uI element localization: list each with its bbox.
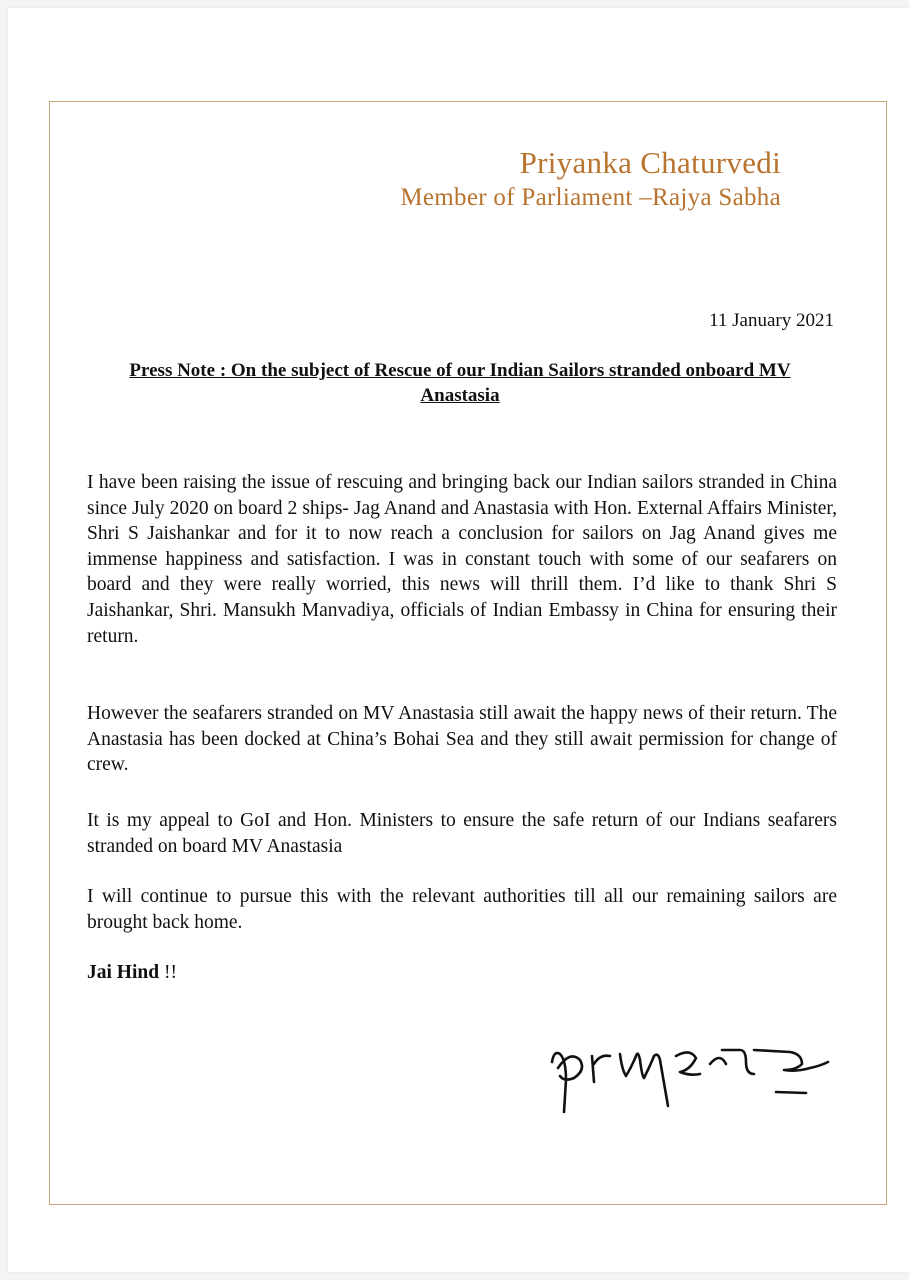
body-paragraph-1: I have been raising the issue of rescuing and bringing back our Indian sailors stranded in China since July 2020 on board 2 ships- Jag Anand and Anastasia with Hon. External Affairs Minister, Shri S Jaishankar and for it to now reach a conclusion for sailors on Jag Anand gives me immense happiness and satisfaction. I was in constant touch with some of our seafarers on board and they were really worried, this news will thrill them. I’d like to thank Shri S Jaishankar, Shri. Mansukh Manvadiya, officials of Indian Embassy in China for ensuring their return. (87, 472, 837, 647)
closing-suffix: !! (159, 962, 177, 983)
body-paragraph-2: However the seafarers stranded on MV Anastasia still await the happy news of their return. The Anastasia has been docked at China’s Bohai Sea and they still await permission for change of crew. (87, 703, 837, 776)
letterhead-title: Member of Parliament –Rajya Sabha (400, 184, 781, 211)
closing-line (87, 962, 177, 984)
letterhead (400, 145, 781, 215)
body-paragraph-3: It is my appeal to GoI and Hon. Ministers to ensure the safe return of our Indians seafarers stranded on board MV Anastasia (87, 810, 837, 857)
handwritten-signature (540, 1020, 840, 1120)
closing-salutation: Jai Hind (87, 962, 160, 983)
document-date: 11 January 2021 (709, 310, 834, 331)
body-paragraph-4: I will continue to pursue this with the relevant authorities till all our remaining sailors are brought back home. (87, 886, 837, 933)
press-note-subject: Press Note : On the subject of Rescue of our Indian Sailors stranded onboard MV Anastasia (129, 360, 791, 406)
letterhead-name: Priyanka Chaturvedi (519, 145, 781, 180)
